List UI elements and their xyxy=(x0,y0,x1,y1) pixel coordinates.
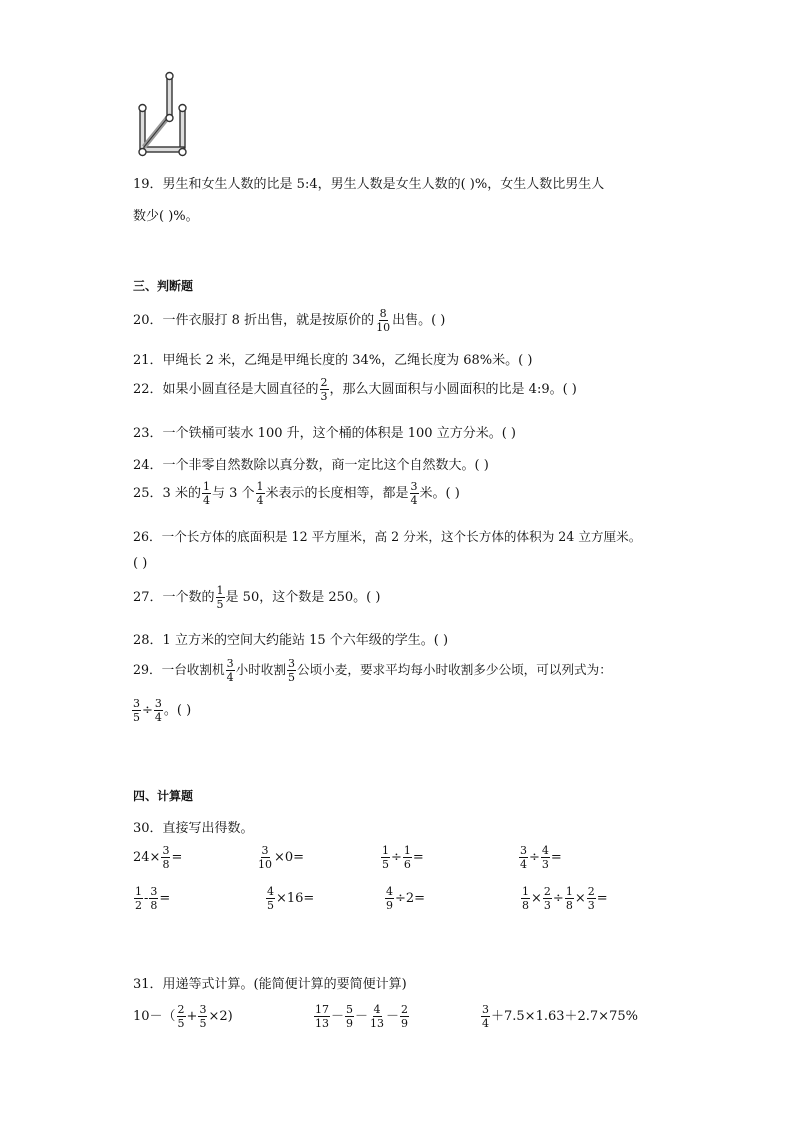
q20-text-b: 出售。( ) xyxy=(392,313,446,328)
q19-line2: 数少( )%。 xyxy=(133,209,199,224)
q23: 23．一个铁桶可装水 100 升，这个桶的体积是 100 立方分米。( ) xyxy=(133,426,516,441)
fraction: $\frac{3}{4}$ xyxy=(410,480,418,507)
q30-r1-item2: $\frac{3}{10}$ ×0= xyxy=(258,844,305,871)
q30-r2-item3: $\frac{4}{9}$ ÷2= xyxy=(386,885,426,912)
q30-r2-item2: $\frac{4}{5}$ ×16= xyxy=(267,885,315,912)
section-judge-title: 三、判断题 xyxy=(133,279,194,293)
fraction: $\frac{1}{4}$ xyxy=(202,480,210,507)
stick-figure xyxy=(130,68,194,160)
fraction: $\frac{1}{5}$ xyxy=(216,584,224,611)
q30-r2-item1: $\frac{1}{2}$ - $\frac{3}{8}$ = xyxy=(135,885,171,912)
q25-text-b: 与 3 个 xyxy=(211,486,255,501)
q30-r2-item4: $\frac{1}{8}$ × $\frac{2}{3}$ ÷ $\frac{1}{8}$ × $\frac{2}{3}$ = xyxy=(522,885,608,912)
q27-text-a: 27．一个数的 xyxy=(133,590,215,605)
operator: ÷ xyxy=(142,703,153,718)
q28: 28．1 立方米的空间大约能站 15 个六年级的学生。( ) xyxy=(133,633,449,648)
fraction: $\frac{3}{5}$ xyxy=(133,697,140,724)
q30-title: 30．直接写出得数。 xyxy=(133,821,254,836)
fraction: $\frac{1}{4}$ xyxy=(256,480,264,507)
q20 xyxy=(133,308,445,333)
section-calc-title: 四、计算题 xyxy=(133,789,194,803)
q25-text-c: 米表示的长度相等，都是 xyxy=(265,486,409,501)
q24: 24．一个非零自然数除以真分数，商一定比这个自然数大。( ) xyxy=(133,458,489,473)
fraction: $\frac{3}{5}$ xyxy=(287,657,295,684)
q27 xyxy=(133,585,380,610)
fraction: $\frac{3}{4}$ xyxy=(154,697,162,724)
q22-text-b: ，那么大圆面积与小圆面积的比是 4:9。( ) xyxy=(329,382,577,397)
q30-r1-item1: 24× $\frac{3}{8}$ = xyxy=(133,844,183,871)
q29-text-b: 小时收割 xyxy=(235,662,286,677)
q26-line2: ( ) xyxy=(133,556,148,571)
q26-line1: 26．一个长方体的底面积是 12 平方厘米，高 2 分米，这个长方体的体积为 24 立方厘米。 xyxy=(133,529,642,544)
fraction: $\frac{3}{4}$ xyxy=(226,657,234,684)
q29-text-end: 。( ) xyxy=(163,703,192,718)
fraction: $\frac{8}{10}$ xyxy=(376,307,391,334)
q25-text-d: 米。( ) xyxy=(419,486,460,501)
q29-line2 xyxy=(131,698,191,723)
q20-text-a: 20．一件衣服打 8 折出售，就是按原价的 xyxy=(133,313,375,328)
q30-r1-item4: $\frac{3}{4}$ ÷ $\frac{4}{3}$ = xyxy=(520,844,562,871)
q22 xyxy=(133,377,577,402)
q31-expr2: $\frac{17}{13}$ － $\frac{5}{9}$ － $\frac{4}{13}$ － $\frac{2}{9}$ xyxy=(315,1003,409,1030)
q25-text-a: 25．3 米的 xyxy=(133,486,201,501)
q29-text-c: 公顷小麦，要求平均每小时收割多少公顷，可以列式为： xyxy=(296,662,612,677)
q29-line1 xyxy=(133,658,612,683)
q25 xyxy=(133,481,460,506)
q30-r1-item3: $\frac{1}{5}$ ÷ $\frac{1}{6}$ = xyxy=(382,844,424,871)
q19-line1: 19．男生和女生人数的比是 5:4，男生人数是女生人数的( )%，女生人数比男生人 xyxy=(133,177,605,192)
q22-text-a: 22．如果小圆直径是大圆直径的 xyxy=(133,382,319,397)
q27-text-b: 是 50，这个数是 250。( ) xyxy=(225,590,381,605)
q31-expr1: 10－（ $\frac{2}{5}$ + $\frac{3}{5}$ ×2) xyxy=(133,1003,233,1030)
q29-text-a: 29．一台收割机 xyxy=(133,662,225,677)
q31-title: 31．用递等式计算。(能简便计算的要简便计算) xyxy=(133,977,407,992)
q31-expr3: $\frac{3}{4}$ ＋7.5×1.63＋2.7×75% xyxy=(482,1003,638,1030)
fraction: $\frac{2}{3}$ xyxy=(320,376,328,403)
q21: 21．甲绳长 2 米，乙绳是甲绳长度的 34%，乙绳长度为 68%米。( ) xyxy=(133,353,533,368)
